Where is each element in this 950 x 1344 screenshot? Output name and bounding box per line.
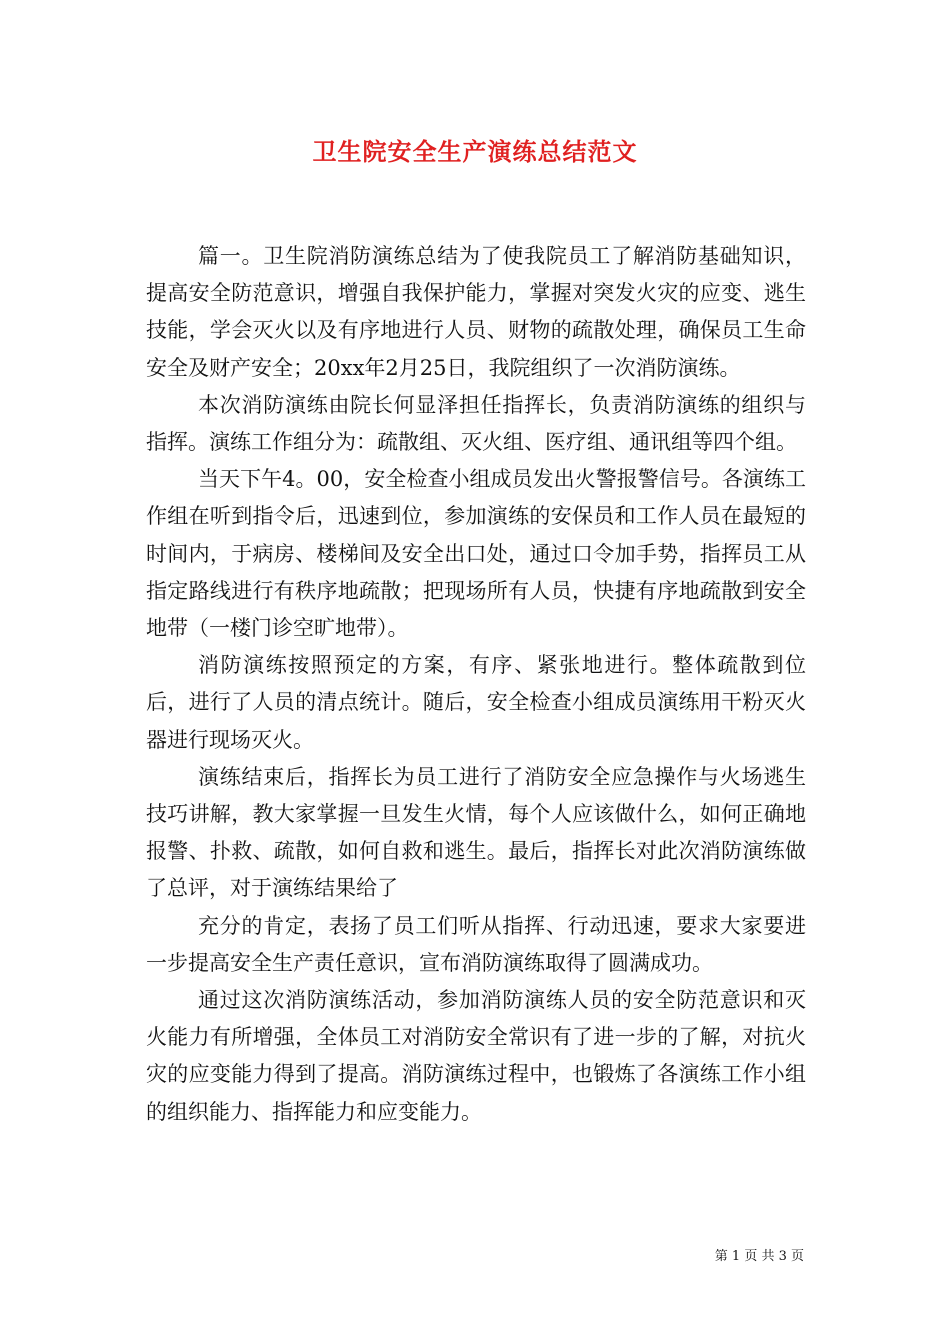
- page-number-footer: 第 1 页 共 3 页: [714, 1249, 804, 1264]
- document-body: [146, 238, 806, 1131]
- paragraph: 篇一。卫生院消防演练总结为了使我院员工了解消防基础知识，提高安全防范意识，增强自我保护能力，掌握对突发火灾的应变、逃生技能，学会灭火以及有序地进行人员、财物的疏散处理，确保员工生命安全及财产安全；20xx年2月25日，我院组织了一次消防演练。: [146, 244, 806, 380]
- paragraph: 消防演练按照预定的方案，有序、紧张地进行。整体疏散到位后，进行了人员的清点统计。随后，安全检查小组成员演练用干粉灭火器进行现场灭火。: [146, 653, 806, 752]
- paragraph: 充分的肯定，表扬了员工们听从指挥、行动迅速，要求大家要进一步提高安全生产责任意识，宣布消防演练取得了圆满成功。: [146, 913, 806, 975]
- paragraph: 本次消防演练由院长何显泽担任指挥长，负责消防演练的组织与指挥。演练工作组分为：疏散组、灭火组、医疗组、通讯组等四个组。: [146, 392, 806, 455]
- paragraph: 当天下午4。00，安全检查小组成员发出火警报警信号。各演练工作组在听到指令后，迅速到位，参加演练的安保员和工作人员在最短的时间内，于病房、楼梯间及安全出口处，通过口令加手势，指挥员工从指定路线进行有秩序地疏散；把现场所有人员，快捷有序地疏散到安全地带（一楼门诊空旷地带）。: [146, 467, 806, 641]
- document-title: 卫生院安全生产演练总结范文: [312, 137, 638, 166]
- paragraph: 通过这次消防演练活动，参加消防演练人员的安全防范意识和灭火能力有所增强，全体员工对消防安全常识有了进一步的了解，对抗火灾的应变能力得到了提高。消防演练过程中，也锻炼了各演练工作小组的组织能力、指挥能力和应变能力。: [146, 988, 806, 1124]
- paragraph: 演练结束后，指挥长为员工进行了消防安全应急操作与火场逃生技巧讲解，教大家掌握一旦发生火情，每个人应该做什么，如何正确地报警、扑救、疏散，如何自救和逃生。最后，指挥长对此次消防演练做了总评，对于演练结果给了: [146, 764, 806, 901]
